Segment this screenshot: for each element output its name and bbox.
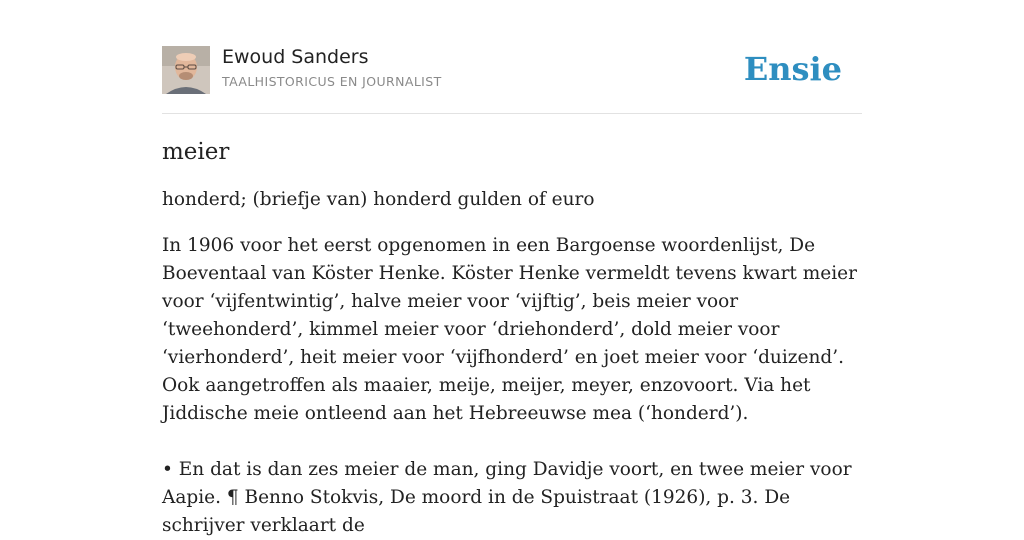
author-role: TAALHISTORICUS EN JOURNALIST	[222, 74, 442, 89]
entry-definition: honderd; (briefje van) honderd gulden of euro	[162, 189, 595, 210]
author-header	[162, 46, 862, 96]
person-photo-icon	[162, 46, 210, 94]
header-divider	[162, 113, 862, 114]
brand-logo[interactable]: Ensie	[743, 50, 842, 88]
author-avatar[interactable]	[162, 46, 210, 94]
entry-quote: • En dat is dan zes meier de man, ging Davidje voort, en twee meier voor Aapie. ¶ Benno Stokvis, De moord in de Spuistraat (1926), p. 3. De schrijver verklaart de	[162, 459, 852, 536]
entry-body: In 1906 voor het eerst opgenomen in een Bargoense woordenlijst, De Boeventaal van Köster Henke. Köster Henke vermeldt tevens kwart meier voor ‘vijfentwintig’, halve meier voor ‘vijftig’, beis meier voor ‘tweehonderd’, kimmel meier voor ‘driehonderd’, dold meier voor ‘vierhonderd’, heit meier voor ‘vijfhonderd’ en joet meier voor ‘duizend’. Ook aangetroffen als maaier, meije, meijer, meyer, enzovoort. Via het Jiddische meie ontleend aan het Hebreeuwse mea (‘honderd’).	[162, 235, 857, 424]
entry-headword: meier	[162, 139, 230, 165]
entry-content	[162, 136, 862, 540]
author-name[interactable]: Ewoud Sanders	[222, 46, 369, 68]
